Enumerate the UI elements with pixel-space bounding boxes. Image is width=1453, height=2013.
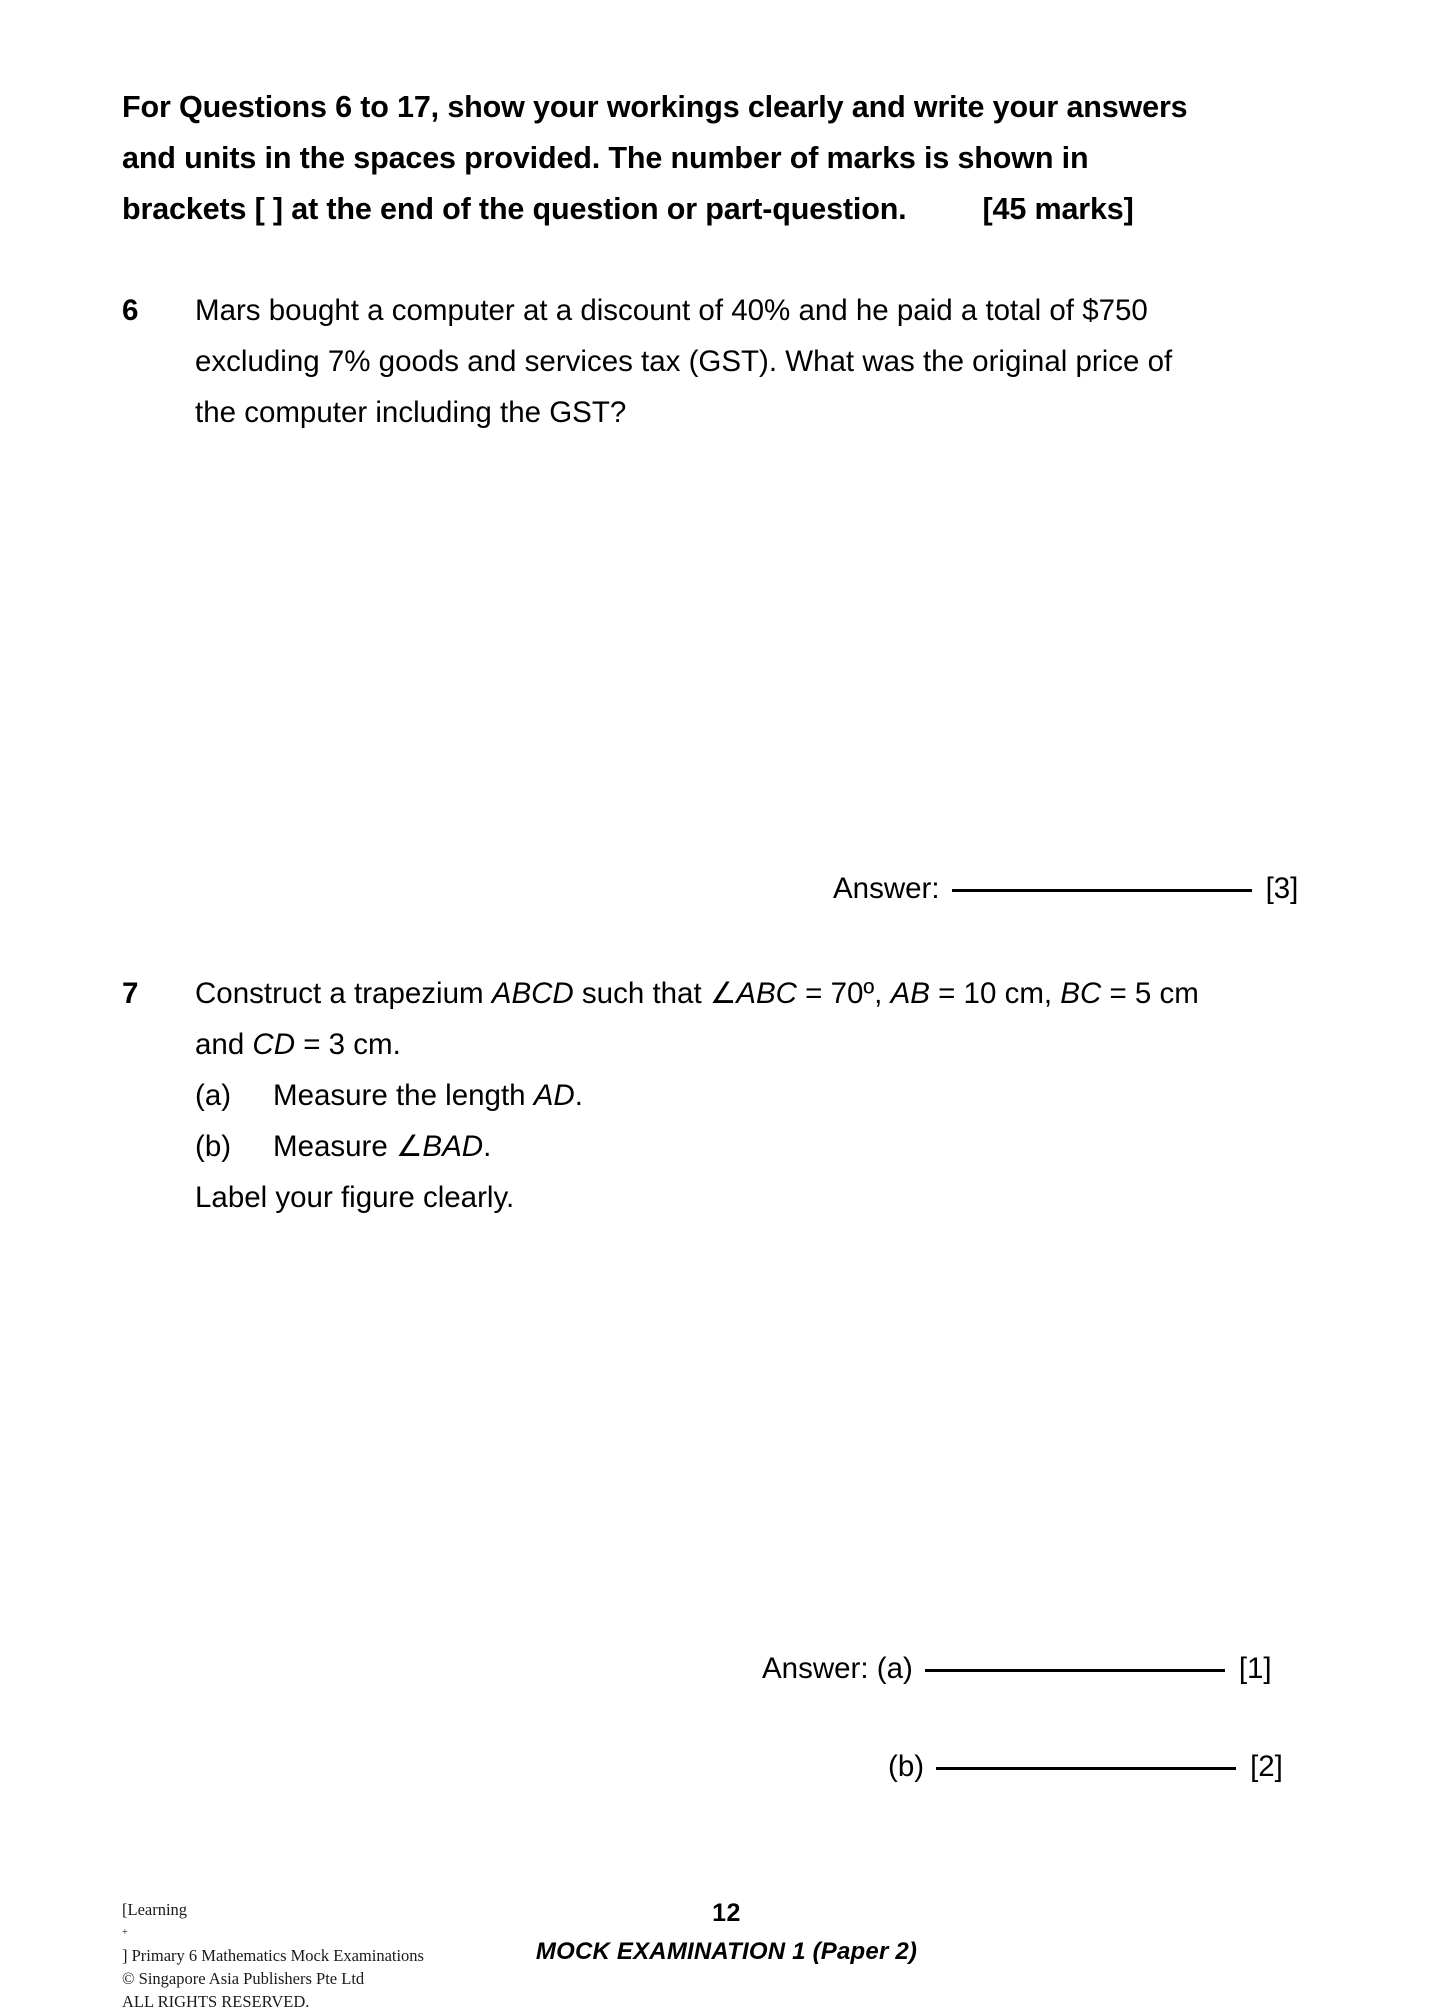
angle-bad: BAD [422, 1130, 484, 1163]
question-6-answer-row [833, 872, 1298, 906]
question-7-subpart-b-text: Measure ∠BAD. [273, 1130, 492, 1163]
footer-center-block [0, 1898, 1453, 1966]
question-6-answer-marks: [3] [1265, 872, 1299, 905]
segment-ab: AB [890, 977, 930, 1010]
question-7a-answer-field[interactable] [925, 1669, 1225, 1672]
instructions-line-2 [122, 133, 1329, 184]
segment-bc: BC [1060, 977, 1102, 1010]
question-7-subpart-a [195, 1070, 1330, 1121]
question-7 [122, 968, 1332, 1223]
question-7b-answer-row [888, 1750, 1283, 1784]
question-6-line-3: the computer including the GST? [195, 396, 627, 429]
instructions-line-2-text: and units in the spaces provided. The number of marks is shown in [122, 141, 1089, 175]
question-7a-answer-marks: [1] [1238, 1652, 1272, 1685]
question-7-body [195, 968, 1330, 1223]
question-7-subpart-b [195, 1121, 1330, 1172]
question-7-line-1: Construct a trapezium ABCD such that ∠ABC = 70º, AB = 10 cm, BC = 5 cm [195, 977, 1199, 1010]
question-7a-answer-row [762, 1652, 1272, 1686]
question-7-line-2: and CD = 3 cm. [195, 1028, 401, 1061]
total-marks-badge: [45 marks] [982, 192, 1134, 226]
question-7b-answer-marks: [2] [1250, 1750, 1283, 1783]
question-7-number: 7 [122, 977, 139, 1010]
footer-brand-superscript: + [122, 1927, 128, 1938]
instructions-line-1: For Questions 6 to 17, show your workings clearly and write your answers [122, 90, 1188, 124]
angle-abc: ABC [736, 977, 797, 1010]
instructions-line-3 [122, 184, 1329, 235]
instructions-block [122, 82, 1329, 235]
question-7-subpart-a-text: Measure the length AD. [273, 1079, 583, 1112]
segment-ad: AD [533, 1079, 575, 1112]
footer-brand-post: ] Primary 6 Mathematics Mock Examinations [122, 1946, 424, 1965]
page-footer [0, 1898, 1453, 2011]
question-7-subparts [195, 1070, 1330, 1172]
question-6-answer-field[interactable] [952, 889, 1252, 892]
exam-label: MOCK EXAMINATION 1 (Paper 2) [535, 1938, 918, 1965]
question-7-closing-line: Label your figure clearly. [195, 1181, 515, 1214]
instructions-line-3-text: brackets [ ] at the end of the question or part-question. [122, 192, 907, 226]
question-6-line-1: Mars bought a computer at a discount of 40% and he paid a total of $750 [195, 294, 1148, 327]
question-7b-answer-field[interactable] [936, 1767, 1236, 1770]
segment-cd: CD [252, 1028, 296, 1061]
question-6-number: 6 [122, 294, 139, 327]
question-7-subpart-b-label: (b) [195, 1130, 232, 1163]
footer-publisher-line-2: © Singapore Asia Publishers Pte Ltd [122, 1969, 365, 1988]
footer-brand-pre: [Learning [122, 1900, 188, 1919]
footer-publisher-line-3: ALL RIGHTS RESERVED. [122, 1992, 310, 2011]
question-7a-answer-label: Answer: (a) [762, 1652, 913, 1685]
question-6 [122, 285, 1332, 438]
question-7-subpart-a-label: (a) [195, 1079, 232, 1112]
question-6-answer-label: Answer: [833, 872, 940, 905]
question-6-line-2: excluding 7% goods and services tax (GST). What was the original price of [195, 345, 1173, 378]
question-7b-answer-label: (b) [888, 1750, 925, 1783]
page-number: 12 [712, 1899, 741, 1927]
question-6-body [195, 285, 1330, 438]
label-abcd: ABCD [491, 977, 574, 1010]
